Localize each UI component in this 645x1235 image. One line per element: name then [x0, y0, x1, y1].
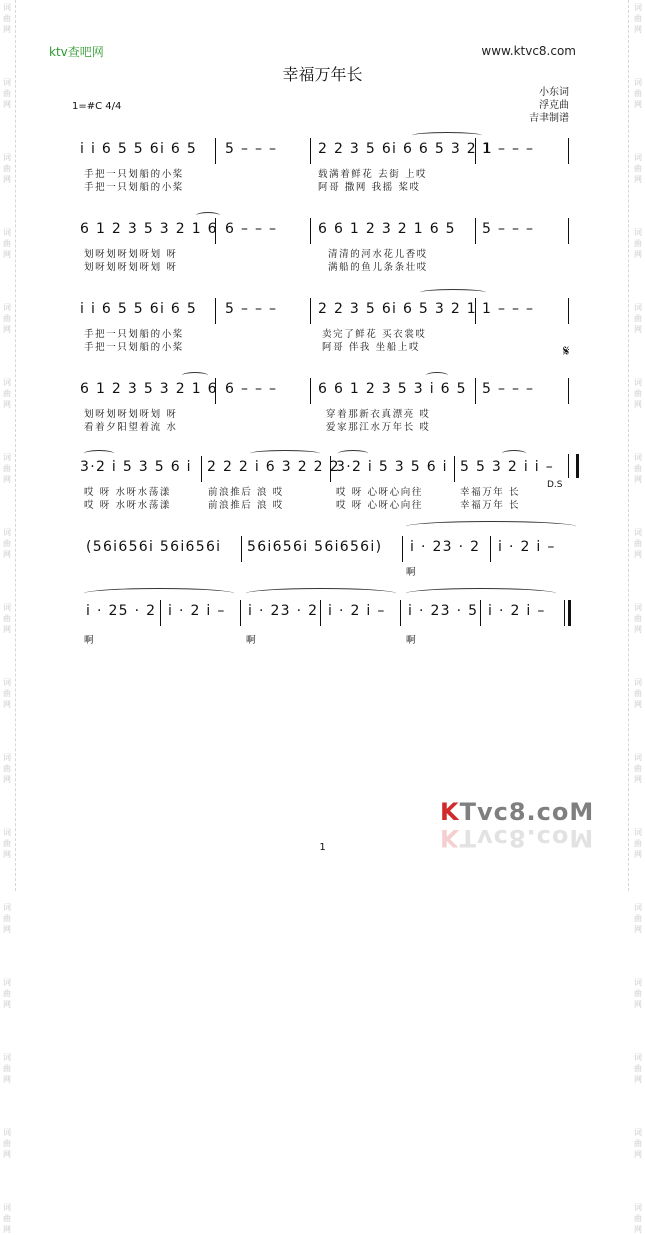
measure: 5 – – – — [225, 301, 278, 317]
lyric-line: 手把一只划船的小桨 — [84, 182, 184, 193]
lyric-line: 卖完了鲜花 买衣裳哎 — [322, 329, 427, 340]
key-time-signature: 1=#C 4/4 — [72, 101, 122, 112]
lyric-line: 手把一只划船的小桨 — [84, 329, 184, 340]
measure: 5 – – – — [482, 221, 535, 237]
barline — [568, 298, 569, 324]
watermark-text: 词 曲 网 — [3, 753, 11, 784]
lyric-line: 爱家那江水万年长 哎 — [326, 422, 431, 433]
barline — [480, 600, 481, 626]
barline — [320, 600, 321, 626]
staff-row-2 — [80, 218, 570, 244]
measure: 5 – – – — [482, 381, 535, 397]
phrase-slur — [246, 588, 396, 599]
staff-row-3 — [80, 298, 570, 324]
slur — [182, 372, 208, 379]
staff-row-4 — [80, 378, 570, 404]
barline — [241, 536, 242, 562]
measure: 5 – – – — [225, 141, 278, 157]
watermark-text: 词 曲 网 — [634, 978, 642, 1009]
watermark-text: 词 曲 网 — [634, 1053, 642, 1084]
lyric-line: 前浪推后 浪 哎 — [208, 500, 284, 511]
lyric-line: 阿哥 撒网 我摇 桨哎 — [318, 182, 421, 193]
lyric-line: 载满着鲜花 去街 上哎 — [318, 169, 428, 180]
watermark-text: 词 曲 网 — [634, 603, 642, 634]
song-title: 幸福万年长 — [282, 65, 363, 84]
barline — [454, 456, 455, 482]
watermark-text: 词 曲 网 — [3, 978, 11, 1009]
slur — [420, 289, 486, 296]
measure: i · 23 · 2 — [248, 603, 319, 619]
barline — [330, 456, 331, 482]
watermark-text: 词 曲 网 — [3, 828, 11, 859]
slur — [502, 450, 526, 457]
lyric-line: 划呀划呀划呀划 呀 — [84, 262, 178, 273]
measure: i · 2 i – — [168, 603, 226, 619]
watermark-left — [0, 0, 14, 1234]
repeat-end-barline — [568, 454, 579, 478]
measure: 6 1 2 3 5 3 2 1 6 — [80, 221, 218, 237]
measure: 1 – – – — [482, 301, 535, 317]
barline — [240, 600, 241, 626]
barline — [475, 298, 476, 324]
composer: 浮克曲 — [539, 100, 569, 111]
watermark-text: 词 曲 网 — [3, 453, 11, 484]
measure: 3·2 i 5 3 5 6 i — [336, 459, 448, 475]
measure: i · 23 · 2 — [410, 539, 481, 555]
site-name[interactable]: ktv查吧网 — [49, 45, 104, 59]
lyric-line: 啊 — [246, 635, 258, 646]
measure: 1 – – – — [482, 141, 535, 157]
barline — [475, 138, 476, 164]
measure: 6 1 2 3 5 3 2 1 6 — [80, 381, 218, 397]
lyric-line: 满船的鱼儿条条壮哎 — [328, 262, 428, 273]
barline — [568, 378, 569, 404]
watermark-text: 词 曲 网 — [3, 228, 11, 259]
logo-text: Tvc8.coM — [459, 824, 595, 852]
measure: 2 2 2 i 6 3 2 2 2 — [207, 459, 340, 475]
staff-row-6 — [80, 536, 570, 562]
final-barline — [568, 600, 571, 626]
phrase-slur — [406, 521, 576, 532]
measure: 3·2 i 5 3 5 6 i — [80, 459, 192, 475]
lyric-line: 手把一只划船的小桨 — [84, 342, 184, 353]
ktvc8-logo — [440, 798, 594, 826]
watermark-text: 词 曲 网 — [634, 678, 642, 709]
lyric-line: 哎 呀 水呀水荡漾 — [84, 487, 171, 498]
ds-marking: D.S — [547, 480, 563, 490]
lyric-line: 清清的河水花儿香哎 — [328, 249, 428, 260]
watermark-text: 词 曲 网 — [634, 903, 642, 934]
measure: 6 6 1 2 3 2 1 6 5 — [318, 221, 456, 237]
watermark-text: 词 曲 网 — [3, 378, 11, 409]
barline — [215, 298, 216, 324]
watermark-text: 词 曲 网 — [634, 528, 642, 559]
slur — [338, 450, 368, 457]
lyric-line: 划呀划呀划呀划 呀 — [84, 409, 178, 420]
slur — [250, 450, 320, 457]
lyric-line: 哎 呀 水呀水荡漾 — [84, 500, 171, 511]
lyric-line: 幸福万年 长 — [460, 500, 521, 511]
lyric-line: 穿着那新衣真漂亮 哎 — [326, 409, 431, 420]
measure: 6 6 1 2 3 5 3 i 6 5 — [318, 381, 467, 397]
watermark-text: 词 曲 网 — [634, 1203, 642, 1234]
measure: i i 6 5 5 6i 6 5 — [80, 301, 198, 317]
segno-sign: 𝄋 — [563, 342, 570, 360]
barline — [310, 378, 311, 404]
barline — [402, 536, 403, 562]
barline — [400, 600, 401, 626]
lyric-line: 看着夕阳望着流 水 — [84, 422, 178, 433]
measure: i · 2 i – — [488, 603, 546, 619]
watermark-text: 词 曲 网 — [634, 78, 642, 109]
right-dashed-border — [628, 0, 629, 891]
slur — [426, 372, 448, 379]
barline — [490, 536, 491, 562]
barline — [215, 378, 216, 404]
barline — [475, 378, 476, 404]
lyric-line: 幸福万年 长 — [460, 487, 521, 498]
credits — [429, 86, 569, 125]
measure: i · 25 · 2 — [86, 603, 157, 619]
measure: 2 2 3 5 6i 6 5 3 2 1 — [318, 301, 478, 317]
watermark-text: 词 曲 网 — [3, 528, 11, 559]
watermark-text: 词 曲 网 — [3, 78, 11, 109]
staff-row-5 — [80, 456, 570, 482]
watermark-text: 词 曲 网 — [3, 903, 11, 934]
left-dashed-border — [15, 0, 16, 891]
lyric-line: 哎 呀 心呀心向往 — [336, 500, 423, 511]
watermark-text: 词 曲 网 — [3, 3, 11, 34]
watermark-text: 词 曲 网 — [634, 378, 642, 409]
slur — [84, 450, 114, 457]
barline — [475, 218, 476, 244]
phrase-slur — [406, 588, 556, 599]
barline — [310, 138, 311, 164]
lyric-line: 啊 — [406, 567, 418, 578]
measure: 6 – – – — [225, 221, 278, 237]
measure: (56i656i 56i656i — [86, 539, 222, 555]
barline — [310, 298, 311, 324]
barline — [215, 138, 216, 164]
measure: 2 2 3 5 6i 6 6 5 3 2 1 — [318, 141, 493, 157]
measure: 6 – – – — [225, 381, 278, 397]
watermark-right — [631, 0, 645, 1234]
barline — [215, 218, 216, 244]
barline — [568, 138, 569, 164]
lyric-line: 前浪推后 浪 哎 — [208, 487, 284, 498]
slur — [412, 132, 482, 139]
watermark-text: 词 曲 网 — [634, 453, 642, 484]
measure: i · 2 i – — [498, 539, 556, 555]
measure: 56i656i 56i656i) — [247, 539, 383, 555]
measure: 5 5 3 2 i i – — [460, 459, 555, 475]
phrase-slur — [84, 588, 234, 599]
measure: i · 23 · 5 — [408, 603, 479, 619]
watermark-text: 词 曲 网 — [634, 228, 642, 259]
page-number: 1 — [319, 842, 326, 853]
site-url[interactable]: www.ktvc8.com — [481, 44, 576, 58]
watermark-text: 词 曲 网 — [634, 828, 642, 859]
lyric-line: 啊 — [84, 635, 96, 646]
lyric-line: 划呀划呀划呀划 呀 — [84, 249, 178, 260]
watermark-text: 词 曲 网 — [634, 1128, 642, 1159]
barline — [568, 218, 569, 244]
watermark-text: 词 曲 网 — [634, 753, 642, 784]
lyric-line: 啊 — [406, 635, 418, 646]
watermark-text: 词 曲 网 — [3, 1203, 11, 1234]
lyric-line: 哎 呀 心呀心向往 — [336, 487, 423, 498]
logo-text: Tvc8.coM — [459, 798, 595, 826]
measure: i i 6 5 5 6i 6 5 — [80, 141, 198, 157]
watermark-text: 词 曲 网 — [3, 603, 11, 634]
arranger: 吉聿制谱 — [529, 113, 569, 124]
watermark-text: 词 曲 网 — [3, 1053, 11, 1084]
watermark-text: 词 曲 网 — [3, 153, 11, 184]
staff-row-7 — [80, 600, 570, 626]
watermark-text: 词 曲 网 — [3, 678, 11, 709]
watermark-text: 词 曲 网 — [3, 303, 11, 334]
barline — [564, 600, 565, 626]
lyric-line: 手把一只划船的小桨 — [84, 169, 184, 180]
logo-letter: K — [440, 824, 460, 852]
staff-row-1 — [80, 138, 570, 164]
watermark-text: 词 曲 网 — [634, 303, 642, 334]
slur — [196, 212, 220, 219]
barline — [160, 600, 161, 626]
measure: i · 2 i – — [328, 603, 386, 619]
lyric-line: 阿哥 伴我 坐船上哎 — [322, 342, 421, 353]
barline — [201, 456, 202, 482]
lyricist: 小东词 — [539, 87, 569, 98]
logo-letter: K — [440, 798, 460, 826]
watermark-text: 词 曲 网 — [634, 3, 642, 34]
watermark-text: 词 曲 网 — [634, 153, 642, 184]
barline — [310, 218, 311, 244]
watermark-text: 词 曲 网 — [3, 1128, 11, 1159]
